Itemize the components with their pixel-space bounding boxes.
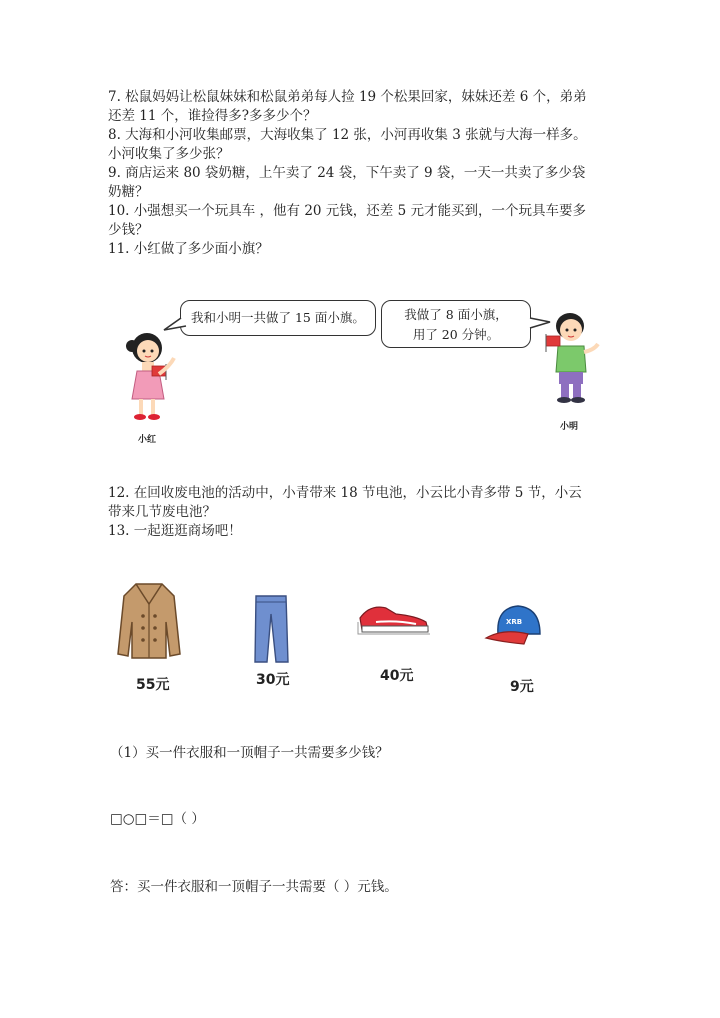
xiaohong-speech-text: 我和小明一共做了 15 面小旗。 [191, 310, 365, 325]
question-9-line-2: 奶糖？ [108, 184, 149, 200]
question-12-line-2: 带来几节废电池？ [108, 504, 216, 520]
question-12-line-1: 12. 在回收废电池的活动中，小青带来 18 节电池，小云比小青多带 5 节，小云 [108, 485, 582, 501]
answer-sentence[interactable]: 答：买一件衣服和一顶帽子一共需要（ ）元钱。 [110, 879, 398, 895]
xiaoming-boy-illustration [540, 306, 610, 406]
question-10-line-2: 少钱？ [108, 222, 149, 238]
cap-price: 9元 [510, 679, 534, 695]
xiaohong-name-label: 小红 [138, 435, 157, 445]
xiaohong-girl-illustration [122, 326, 192, 426]
question-8-line-2: 小河收集了多少张？ [108, 146, 230, 162]
pants-price: 30元 [256, 672, 290, 688]
question-7-line-1: 7. 松鼠妈妈让松鼠妹妹和松鼠弟弟每人捡 19 个松果回家，妹妹还差 6 个，弟弟 [108, 89, 587, 105]
xiaoming-speech-bubble [381, 300, 531, 348]
xiaoming-speech-line-2: 用了 20 分钟。 [412, 327, 500, 342]
coat-price: 55元 [136, 677, 170, 693]
cap-illustration [484, 604, 548, 648]
question-9-line-1: 9. 商店运来 80 袋奶糖，上午卖了 24 袋，下午卖了 9 袋，一天一共卖了多少袋 [108, 165, 586, 181]
xiaohong-speech-bubble [180, 300, 376, 336]
cap-logo-text: XRB [506, 618, 523, 626]
question-10-line-1: 10. 小强想买一个玩具车 ，他有 20 元钱，还差 5 元才能买到，一个玩具车要多 [108, 203, 586, 219]
shoes-illustration [356, 600, 436, 640]
question-7-line-2: 还差 11 个，谁捡得多?多多少个？ [108, 108, 317, 124]
coat-illustration [114, 582, 184, 662]
shoes-price: 40元 [380, 668, 414, 684]
question-8-line-1: 8. 大海和小河收集邮票，大海收集了 12 张，小河再收集 3 张就与大海一样多。 [108, 127, 587, 143]
question-11-line-1: 11. 小红做了多少面小旗？ [108, 241, 269, 257]
equation-blank[interactable]: □○□＝□（ ） [110, 811, 205, 827]
xiaoming-speech-line-1: 我做了 8 面小旗， [404, 307, 508, 322]
xiaoming-name-label: 小明 [560, 422, 579, 432]
question-13-line-1: 13. 一起逛逛商场吧！ [108, 523, 242, 539]
pants-illustration [252, 594, 292, 664]
sub-question-prompt: （1）买一件衣服和一顶帽子一共需要多少钱？ [110, 745, 389, 761]
